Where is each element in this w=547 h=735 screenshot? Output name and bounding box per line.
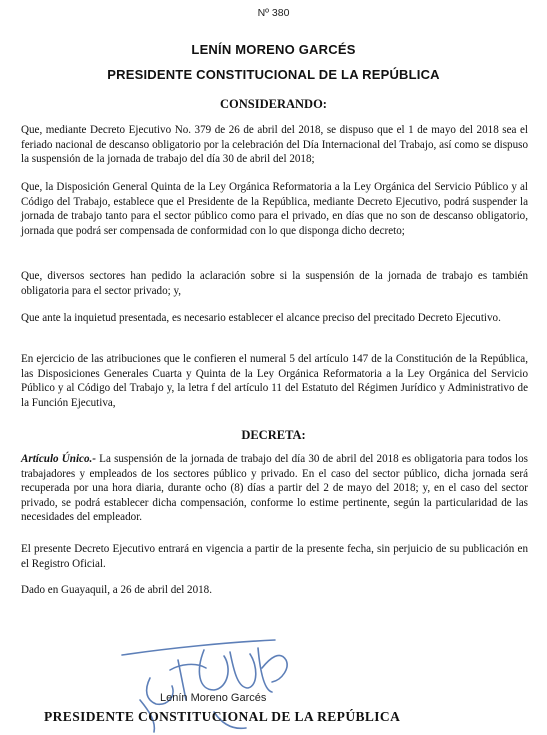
considerando-paragraph-3: Que, diversos sectores han pedido la aclaración sobre si la suspensión de la jornada de trabajo es también obligatoria para el sector privado; y, [21,270,528,297]
vigencia-paragraph: El presente Decreto Ejecutivo entrará en vigencia a partir de la presente fecha, sin perjuicio de su publicación en el Registro Oficial. [21,543,528,570]
considerando-paragraph-4: Que ante la inquietud presentada, es necesario establecer el alcance preciso del precitado Decreto Ejecutivo. [21,312,501,324]
article-label: Artículo Único.- [21,453,96,465]
signature-title: PRESIDENTE CONSTITUCIONAL DE LA REPÚBLICA [44,709,401,724]
decree-number: Nº 380 [257,7,290,19]
considerando-heading: CONSIDERANDO: [220,97,327,111]
president-title-heading: PRESIDENTE CONSTITUCIONAL DE LA REPÚBLICA [107,67,440,82]
article-text: La suspensión de la jornada de trabajo del día 30 de abril del 2018 es obligatoria para todos los trabajadores y empleados de los sectores público y privado. En el caso del sector público, dicha jornada será recuperada por una hora diaria, durante ocho (8) días a partir del 2 de mayo del 2018; y, en el caso del sector privado, se podrá establecer dicha compensación, conforme lo estime pertinente, según la particularidad de las necesidades del empleador. [21,453,528,524]
president-name-heading: LENÍN MORENO GARCÉS [191,42,356,57]
considerando-paragraph-5: En ejercicio de las atribuciones que le confieren el numeral 5 del artículo 147 de la Constitución de la República, las Disposiciones Generales Cuarta y Quinta de la Ley Orgánica Reformatoria a la Ley Orgánica del Servicio Público y al Código del Trabajo y, la letra f del artículo 11 del Estatuto del Régimen Jurídico y Administrativo de la Función Ejecutiva, [21,353,528,409]
considerando-paragraph-2: Que, la Disposición General Quinta de la Ley Orgánica Reformatoria a la Ley Orgánica del Servicio Público y al Código del Trabajo, establece que el Presidente de la República, mediante Decreto Ejecutivo, podrá suspender la jornada de trabajo tanto para el sector público como para el privado, en días que no son de descanso obligatorio, jornada que podrá ser compensada de conformidad con lo que disponga dicho decreto; [21,181,528,237]
signature-printed-name: Lenín Moreno Garcés [160,692,267,704]
considerando-paragraph-1: Que, mediante Decreto Ejecutivo No. 379 de 26 de abril del 2018, se dispuso que el 1 de mayo del 2018 sea el feriado nacional de descanso obligatorio por la celebración del Día Internacional del Trabajo, así como se dispuso la suspensión de la jornada de trabajo del día 30 de abril del 2018; [21,124,528,166]
decreta-heading: DECRETA: [241,428,306,442]
dado-en-line: Dado en Guayaquil, a 26 de abril del 2018. [21,584,213,596]
